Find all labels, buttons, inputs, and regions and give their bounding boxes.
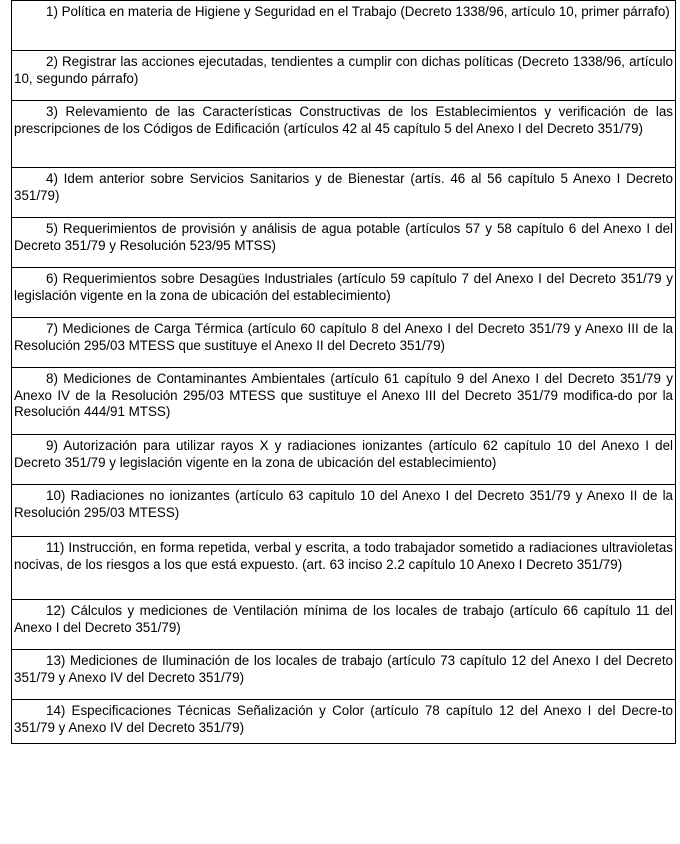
- table-row: 6) Requerimientos sobre Desagües Industriales (artículo 59 capítulo 7 del Anexo I del Decreto 351/79 y legislación vigente en la zona de ubicación del establecimiento): [12, 267, 675, 317]
- table-row: 3) Relevamiento de las Características Constructivas de los Establecimientos y verificación de las prescripciones de los Códigos de Edificación (artículos 42 al 45 capítulo 5 del Anexo I del Decreto 351/79): [12, 100, 675, 167]
- table-row: 14) Especificaciones Técnicas Señalización y Color (artículo 78 capítulo 12 del Anexo I del Decre-to 351/79 y Anexo IV del Decreto 351/79): [12, 699, 675, 744]
- table-row: 7) Mediciones de Carga Térmica (artículo 60 capítulo 8 del Anexo I del Decreto 351/79 y Anexo III de la Resolución 295/03 MTESS que sustituye el Anexo II del Decreto 351/79): [12, 317, 675, 367]
- table-row: 12) Cálculos y mediciones de Ventilación mínima de los locales de trabajo (artículo 66 capítulo 11 del Anexo I del Decreto 351/79): [12, 599, 675, 649]
- table-row: 10) Radiaciones no ionizantes (artículo 63 capitulo 10 del Anexo I del Decreto 351/79 y Anexo II de la Resolución 295/03 MTESS): [12, 484, 675, 536]
- table-row: 1) Política en materia de Higiene y Seguridad en el Trabajo (Decreto 1338/96, artículo 10, primer párrafo): [12, 0, 675, 50]
- table-row: 11) Instrucción, en forma repetida, verbal y escrita, a todo trabajador sometido a radiaciones ultravioletas nocivas, de los riesgos a los que está expuesto. (art. 63 inciso 2.2 capítulo 10 Anexo I Decreto 351/79): [12, 536, 675, 599]
- table-row: 2) Registrar las acciones ejecutadas, tendientes a cumplir con dichas políticas (Decreto 1338/96, artículo 10, segundo párrafo): [12, 50, 675, 100]
- table-row: 9) Autorización para utilizar rayos X y radiaciones ionizantes (artículo 62 capítulo 10 del Anexo I del Decreto 351/79 y legislación vigente en la zona de ubicación del establecimiento): [12, 434, 675, 484]
- table-row: 13) Mediciones de Iluminación de los locales de trabajo (artículo 73 capítulo 12 del Anexo I del Decreto 351/79 y Anexo IV del Decreto 351/79): [12, 649, 675, 699]
- requirements-table: [11, 0, 676, 744]
- table-row: 5) Requerimientos de provisión y análisis de agua potable (artículos 57 y 58 capítulo 6 del Anexo I del Decreto 351/79 y Resolución 523/95 MTSS): [12, 217, 675, 267]
- table-row: 8) Mediciones de Contaminantes Ambientales (artículo 61 capítulo 9 del Anexo I del Decreto 351/79 y Anexo IV de la Resolución 295/03 MTESS que sustituye el Anexo III del Decreto 351/79 modifica-do por la Resolución 444/91 MTSS): [12, 367, 675, 434]
- table-row: 4) Idem anterior sobre Servicios Sanitarios y de Bienestar (artís. 46 al 56 capítulo 5 Anexo I Decreto 351/79): [12, 167, 675, 217]
